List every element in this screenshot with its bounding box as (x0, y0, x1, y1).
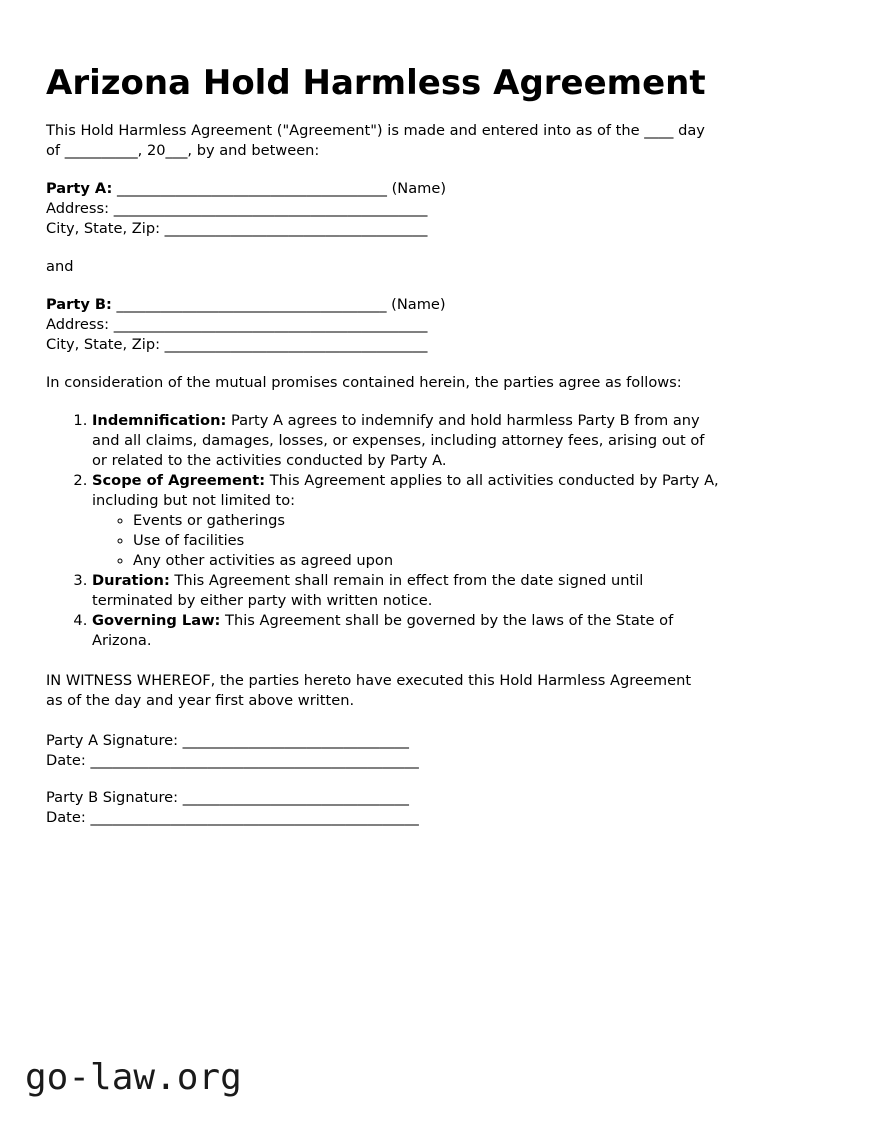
party-b-city-label: City, State, Zip: (46, 335, 161, 353)
witness-line: as of the day and year first above written. (46, 691, 355, 709)
consideration-paragraph: In consideration of the mutual promises contained herein, the parties agree as follows: (46, 373, 682, 391)
party-b-city-blank: ____________________________________ (164, 335, 428, 353)
scope-sub-item: ◦ Any other activities as agreed upon (133, 551, 826, 571)
term-item: 2. Scope of Agreement: This Agreement applies to all activities conducted by Party A, including but not limited to: ◦ Events or gatherings ◦ Use of facilities ◦ Any other activities as agreed upon (92, 471, 826, 571)
party-a-label: Party A: (46, 179, 113, 197)
party-a-city-line (46, 219, 826, 239)
party-b-block (46, 295, 826, 355)
party-a-address-line (46, 199, 826, 219)
party-b-signature-block (46, 788, 826, 828)
party-a-signature-blank: _______________________________ (182, 731, 409, 749)
term-label: Governing Law: (92, 611, 221, 629)
party-a-date-blank: _____________________________________________ (90, 751, 419, 769)
party-b-address-label: Address: (46, 315, 110, 333)
party-a-address-blank: ___________________________________________ (113, 199, 428, 217)
term-line: including but not limited to: (92, 491, 296, 509)
party-b-name-suffix: (Name) (391, 295, 446, 313)
term-line: Arizona. (92, 631, 152, 649)
party-b-signature-label: Party B Signature: (46, 788, 179, 806)
party-a-name-line (46, 179, 826, 199)
party-b-date-line (46, 808, 826, 828)
connector-text: and (46, 257, 74, 275)
intro-line: of __________, 20___, by and between: (46, 141, 320, 159)
scope-sublist (92, 511, 826, 571)
party-b-signature-line (46, 788, 826, 808)
party-b-city-line (46, 335, 826, 355)
party-a-block (46, 179, 826, 239)
party-b-label: Party B: (46, 295, 112, 313)
term-item: 4. Governing Law: This Agreement shall be governed by the laws of the State of Arizona. (92, 611, 826, 651)
term-label: Scope of Agreement: (92, 471, 266, 489)
party-b-address-line (46, 315, 826, 335)
party-a-date-line (46, 751, 826, 771)
intro-line: This Hold Harmless Agreement ("Agreement") is made and entered into as of the ____ day (46, 121, 705, 139)
party-b-date-label: Date: (46, 808, 86, 826)
term-label: Indemnification: (92, 411, 227, 429)
document-title: Arizona Hold Harmless Agreement (46, 63, 706, 103)
witness-paragraph (46, 671, 826, 711)
party-a-signature-label: Party A Signature: (46, 731, 179, 749)
term-line: and all claims, damages, losses, or expenses, including attorney fees, arising out of (92, 431, 705, 449)
footer-watermark: go-law.org (25, 1057, 242, 1098)
term-line: terminated by either party with written notice. (92, 591, 433, 609)
party-b-signature-blank: _______________________________ (182, 788, 409, 806)
scope-sub-item: ◦ Events or gatherings (133, 511, 826, 531)
term-item: 3. Duration: This Agreement shall remain in effect from the date signed until terminated by either party with written notice. (92, 571, 826, 611)
party-a-name-suffix: (Name) (391, 179, 447, 197)
party-b-address-blank: ___________________________________________ (113, 315, 428, 333)
term-item: 1. Indemnification: Party A agrees to indemnify and hold harmless Party B from any and all claims, damages, losses, or expenses, including attorney fees, arising out of or related to the activities conducted by Party A. (92, 411, 826, 471)
party-b-name-blank: _____________________________________ (116, 295, 387, 313)
party-a-city-blank: ____________________________________ (164, 219, 428, 237)
party-a-name-blank: _____________________________________ (116, 179, 387, 197)
witness-line: IN WITNESS WHEREOF, the parties hereto have executed this Hold Harmless Agreement (46, 671, 692, 689)
term-line: or related to the activities conducted by Party A. (92, 451, 447, 469)
scope-sub-item: ◦ Use of facilities (133, 531, 826, 551)
party-a-signature-block (46, 731, 826, 771)
party-a-date-label: Date: (46, 751, 86, 769)
party-a-address-label: Address: (46, 199, 110, 217)
party-a-signature-line (46, 731, 826, 751)
terms-list (46, 411, 826, 651)
party-b-name-line (46, 295, 826, 315)
party-a-city-label: City, State, Zip: (46, 219, 161, 237)
party-b-date-blank: _____________________________________________ (90, 808, 419, 826)
term-label: Duration: (92, 571, 170, 589)
intro-paragraph (46, 121, 826, 161)
